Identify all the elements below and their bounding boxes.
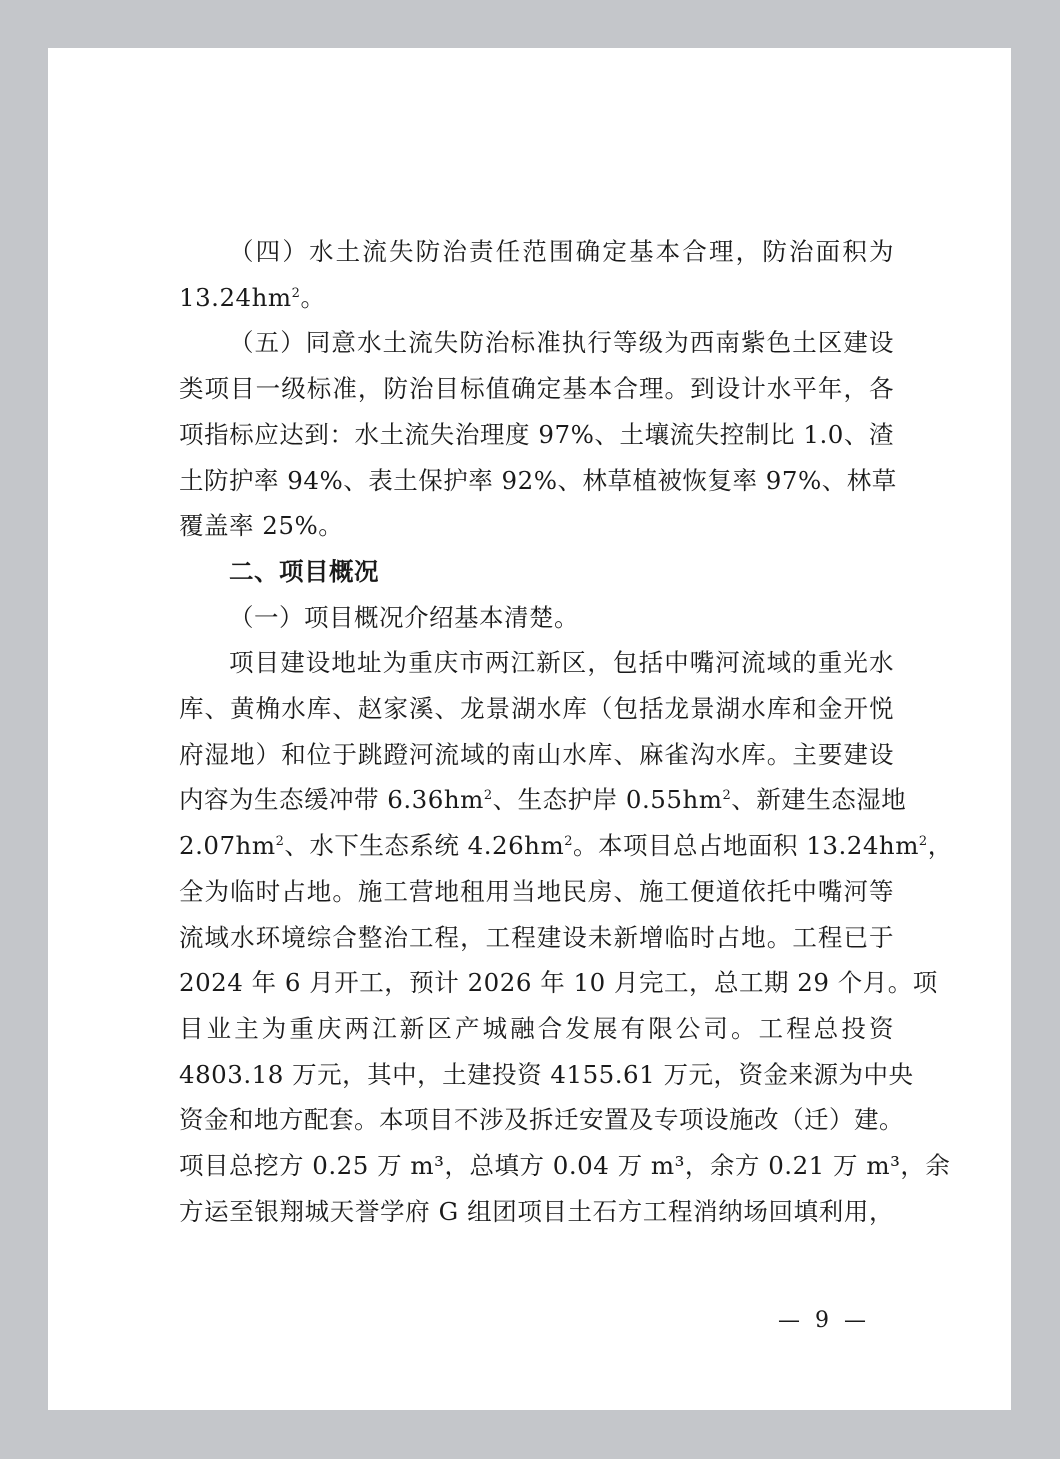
text-line: 全为临时占地。施工营地租用当地民房、施工便道依托中嘴河等 bbox=[179, 876, 894, 906]
text-line: 方运至银翔城天誉学府 G 组团项目土石方工程消纳场回填利用， bbox=[179, 1196, 894, 1226]
text-line: （一）项目概况介绍基本清楚。 bbox=[229, 602, 579, 632]
section-heading: 二、项目概况 bbox=[229, 556, 379, 586]
superscript: 2 bbox=[722, 788, 732, 804]
superscript: 2 bbox=[291, 285, 301, 301]
text-line: 项目总挖方 0.25 万 m³，总填方 0.04 万 m³，余方 0.21 万 m³，余 bbox=[179, 1151, 951, 1180]
text-line: 覆盖率 25%。 bbox=[179, 511, 344, 541]
superscript: 2 bbox=[483, 788, 493, 804]
text-line: 目业主为重庆两江新区产城融合发展有限公司。工程总投资 bbox=[179, 1013, 894, 1043]
superscript: 2 bbox=[564, 834, 573, 850]
text-line: 2024 年 6 月开工，预计 2026 年 10 月完工，总工期 29 个月。项 bbox=[179, 968, 938, 998]
text-line: 项目建设地址为重庆市两江新区，包括中嘴河流域的重光水 bbox=[229, 648, 894, 678]
text-line: 4803.18 万元，其中，土建投资 4155.61 万元，资金来源为中央 bbox=[179, 1059, 914, 1089]
text-line: （五）同意水土流失防治标准执行等级为西南紫色土区建设 bbox=[229, 328, 894, 358]
text-line: 库、黄桷水库、赵家溪、龙景湖水库（包括龙景湖水库和金开悦 bbox=[179, 694, 894, 723]
text-line: 府湿地）和位于跳蹬河流域的南山水库、麻雀沟水库。主要建设 bbox=[179, 739, 894, 769]
page-number: — 9 — bbox=[778, 1308, 870, 1333]
document-page bbox=[48, 48, 1011, 1410]
text-line: 资金和地方配套。本项目不涉及拆迁安置及专项设施改（迁）建。 bbox=[179, 1105, 904, 1135]
text-line: 土防护率 94%、表土保护率 92%、林草植被恢复率 97%、林草 bbox=[179, 465, 897, 495]
text-line: $13.24hm^2$。 bbox=[179, 282, 326, 312]
superscript: 2 bbox=[918, 834, 928, 850]
text-line: 流域水环境综合整治工程，工程建设未新增临时占地。工程已于 bbox=[179, 922, 894, 952]
text-line: （四）水土流失防治责任范围确定基本合理，防治面积为 bbox=[229, 237, 894, 266]
text-line: 内容为生态缓冲带 $6.36hm^2$、生态护岸 $0.55hm^2$、新建生态湿地 bbox=[179, 785, 907, 815]
text-line: $2.07hm^2$、水下生态系统 $4.26hm^2$。本项目总占地面积 $13.24hm^2$， bbox=[179, 831, 953, 861]
superscript: 2 bbox=[275, 834, 285, 850]
text-line: 类项目一级标准，防治目标值确定基本合理。到设计水平年，各 bbox=[179, 374, 894, 404]
text-line: 项指标应达到：水土流失治理度 97%、土壤流失控制比 1.0、渣 bbox=[179, 419, 894, 449]
